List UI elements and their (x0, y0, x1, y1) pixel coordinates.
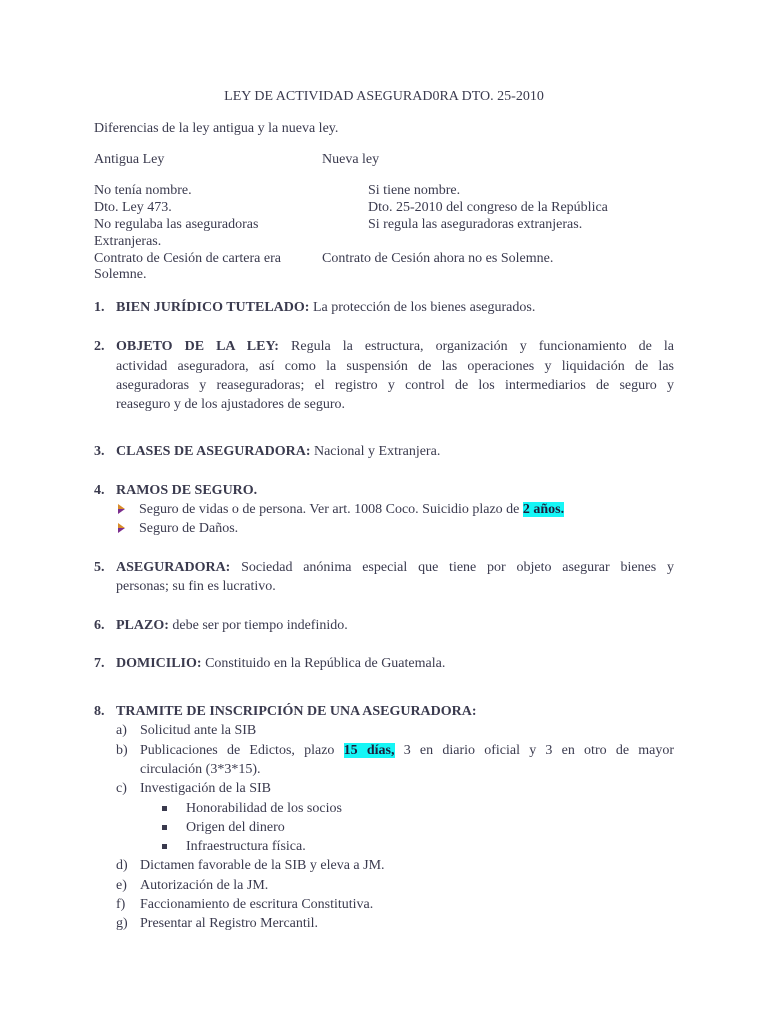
list-letter: f) (116, 897, 126, 912)
new-cell: Dto. 25-2010 del congreso de la República (368, 200, 608, 215)
section-1-label: BIEN JURÍDICO TUTELADO: (116, 300, 310, 315)
list-item: Dictamen favorable de la SIB y eleva a JM. (140, 858, 385, 873)
section-1-line (116, 299, 535, 316)
list-letter: a) (116, 723, 127, 738)
section-1-text: La protección de los bienes asegurados. (312, 300, 536, 315)
section-5-label: ASEGURADORA: (116, 560, 231, 575)
section-number: 2. (94, 339, 105, 354)
section-number: 7. (94, 656, 105, 671)
arrow-bullet-icon (116, 522, 128, 534)
section-number: 3. (94, 444, 105, 459)
list-letter: g) (116, 916, 128, 931)
section-6-line (116, 617, 348, 634)
intro-text: Diferencias de la ley antigua y la nueva ley. (94, 121, 339, 136)
square-bullet-icon (162, 844, 167, 849)
new-cell: Contrato de Cesión ahora no es Solemne. (322, 251, 554, 266)
section-3-text: Nacional y Extranjera. (313, 444, 441, 459)
section-3-line (116, 443, 440, 460)
section-2-line (116, 338, 674, 355)
old-cell: Extranjeras. (94, 234, 162, 249)
section-2-label: OBJETO DE LA LEY: (116, 339, 279, 354)
section-7-text: Constituido en la República de Guatemala. (205, 656, 446, 671)
section-number: 8. (94, 704, 105, 719)
section-6-text: debe ser por tiempo indefinido. (172, 618, 348, 633)
list-letter: b) (116, 743, 128, 758)
list-item: Presentar al Registro Mercantil. (140, 916, 319, 931)
section-number: 4. (94, 483, 105, 498)
list-item (140, 742, 674, 759)
list-item: Autorización de la JM. (140, 878, 269, 893)
section-7-label: DOMICILIO: (116, 656, 202, 671)
sub-item: Origen del dinero (186, 820, 285, 835)
old-cell: Dto. Ley 473. (94, 200, 172, 215)
highlight: 15 días, (343, 743, 395, 758)
section-5-text: Sociedad anónima especial que tiene por objeto asegurar bienes y (241, 560, 674, 575)
sub-item: Honorabilidad de los socios (186, 801, 342, 816)
square-bullet-icon (162, 825, 167, 830)
list-letter: e) (116, 878, 127, 893)
item-text: 3 en diario oficial y 3 en otro de mayor (403, 743, 675, 758)
old-cell: Contrato de Cesión de cartera era (94, 251, 281, 266)
item-text: Seguro de vidas o de persona. Ver art. 1008 Coco. Suicidio plazo de (139, 502, 520, 517)
section-2-line: actividad aseguradora, así como la suspensión de las operaciones y liquidación de las (116, 359, 674, 374)
section-5-line: personas; su fin es lucrativo. (116, 579, 276, 594)
section-2-text: Regula la estructura, organización y funcionamiento de la (291, 339, 674, 354)
old-cell: No tenía nombre. (94, 183, 192, 198)
list-letter: d) (116, 858, 128, 873)
old-cell: Solemne. (94, 267, 147, 282)
item-text: Publicaciones de Edictos, plazo (140, 743, 335, 758)
section-2-line: reaseguro y de los ajustadores de seguro. (116, 397, 345, 412)
col-header-old: Antigua Ley (94, 152, 165, 167)
section-5-line (116, 559, 674, 576)
list-item: Solicitud ante la SIB (140, 723, 257, 738)
list-item (139, 501, 564, 518)
new-cell: Si tiene nombre. (368, 183, 461, 198)
list-item: Investigación de la SIB (140, 781, 272, 796)
square-bullet-icon (162, 806, 167, 811)
list-item: circulación (3*3*15). (140, 762, 261, 777)
section-3-label: CLASES DE ASEGURADORA: (116, 444, 311, 459)
page-title: LEY DE ACTIVIDAD ASEGURAD0RA DTO. 25-2010 (224, 89, 544, 104)
section-2-line: aseguradoras y reaseguradoras; el registro y control de los intermediarios de seguro y (116, 378, 674, 393)
highlight: 2 años. (522, 502, 565, 517)
section-4-label: RAMOS DE SEGURO. (116, 483, 258, 498)
section-number: 5. (94, 560, 105, 575)
section-8-label: TRAMITE DE INSCRIPCIÓN DE UNA ASEGURADORA: (116, 704, 477, 719)
col-header-new: Nueva ley (322, 152, 380, 167)
arrow-bullet-icon (116, 503, 128, 515)
list-item: Seguro de Daños. (139, 521, 239, 536)
list-letter: c) (116, 781, 127, 796)
list-item: Faccionamiento de escritura Constitutiva. (140, 897, 374, 912)
section-7-line (116, 655, 445, 672)
section-number: 1. (94, 300, 105, 315)
section-6-label: PLAZO: (116, 618, 169, 633)
new-cell: Si regula las aseguradoras extranjeras. (368, 217, 583, 232)
old-cell: No regulaba las aseguradoras (94, 217, 259, 232)
sub-item: Infraestructura física. (186, 839, 306, 854)
section-number: 6. (94, 618, 105, 633)
